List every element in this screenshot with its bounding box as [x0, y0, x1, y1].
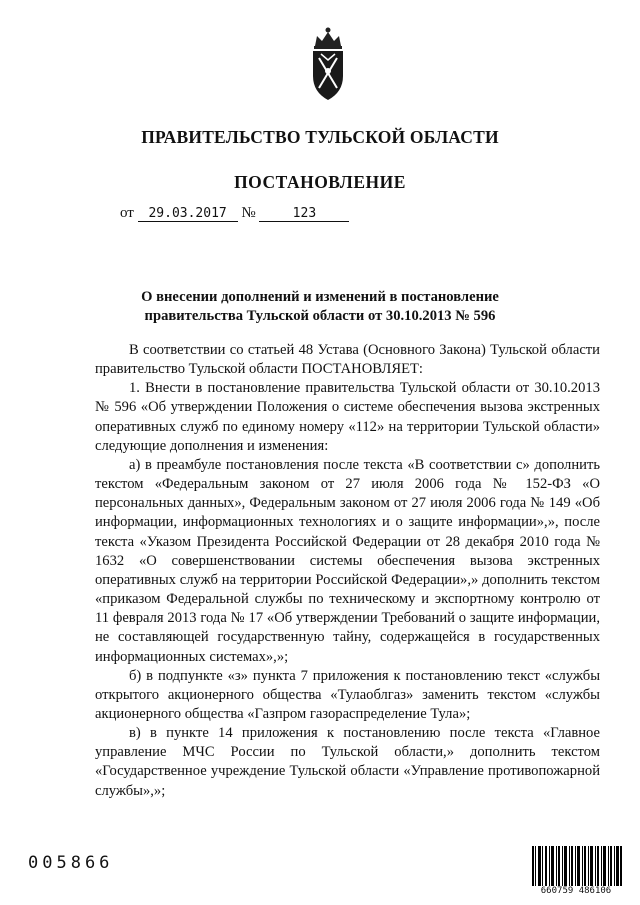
body-paragraph: в) в пункте 14 приложения к постановлению после текста «Главное управление МЧС России по Тульской области,» дополнить текстом «Государственное учреждение Тульской области «Управление противопожарной службы»,»;	[95, 725, 600, 799]
number-prefix: №	[241, 205, 256, 221]
number-field: 123	[259, 206, 349, 222]
body-paragraph: 1. Внести в постановление правительства Тульской области от 30.10.2013 № 596 «Об утверждении Положения о системе обеспечения вызова экстренных оперативных служб по единому номеру «112» на территории Тульской области» следующие дополнения и изменения:	[95, 380, 600, 454]
barcode-number: 660759 486106	[526, 886, 626, 896]
document-subject	[100, 288, 540, 326]
subject-line: правительства Тульской области от 30.10.2013 № 596	[144, 308, 496, 324]
document-type: ПОСТАНОВЛЕНИЕ	[234, 172, 406, 192]
registration-number: 005866	[28, 853, 114, 873]
body-paragraph: б) в подпункте «з» пункта 7 приложения к постановлению текст «службы открытого акционерного общества «Тулаоблгаз» заменить текстом «службы акционерного общества «Газпром газораспределение Тула»;	[95, 667, 600, 722]
tula-coat-of-arms-icon	[301, 24, 355, 104]
subject-line: О внесении дополнений и изменений в постановление	[141, 289, 499, 305]
date-prefix: от	[120, 205, 134, 221]
date-number-line	[120, 205, 349, 222]
government-title: ПРАВИТЕЛЬСТВО ТУЛЬСКОЙ ОБЛАСТИ	[141, 127, 499, 147]
document-body	[95, 341, 600, 801]
body-paragraph: В соответствии со статьей 48 Устава (Основного Закона) Тульской области правительство Тульской области ПОСТАНОВЛЯЕТ:	[95, 342, 600, 378]
body-paragraph: а) в преамбуле постановления после текста «В соответствии с» дополнить текстом «Федеральным законом от 27 июля 2006 года № 152-ФЗ «О персональных данных», Федеральным законом от 27 июля 2006 года № 149 «Об информации, информационных технологиях и о защите информации»,», после текста «Указом Президента Российской Федерации от 28 декабря 2010 года № 1632 «О совершенствовании системы обеспечения вызова экстренных оперативных служб на территории Российской Федерации»,» дополнить текстом «приказом Федеральной службы по техническому и экспортному контролю от 11 февраля 2013 года № 17 «Об утверждении Требований о защите информации, не составляющей государственную тайну, содержащейся в государственных информационных системах»,»;	[95, 456, 600, 665]
date-field: 29.03.2017	[138, 206, 238, 222]
